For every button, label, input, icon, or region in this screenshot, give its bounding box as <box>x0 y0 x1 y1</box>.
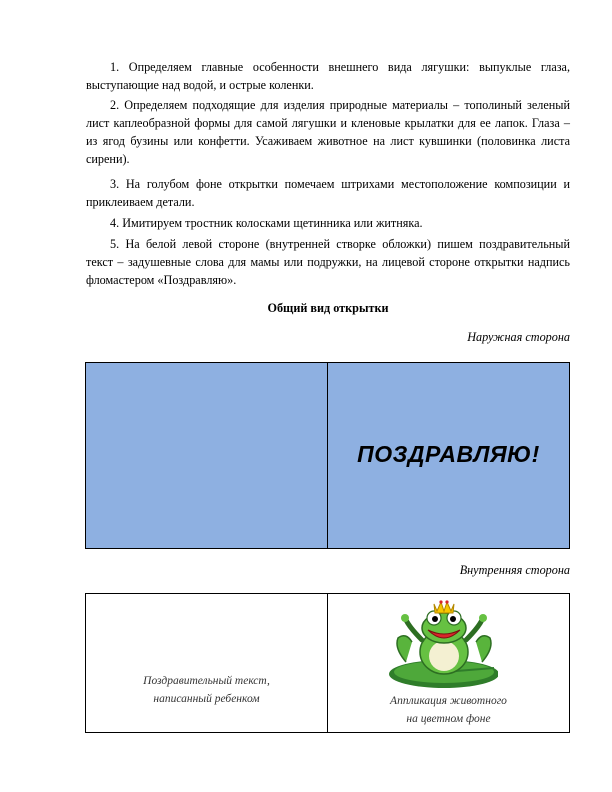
card-inner-left-panel <box>86 594 328 732</box>
right-caption-line-1: Аппликация животного <box>390 695 507 707</box>
right-caption-line-2: на цветном фоне <box>406 713 491 725</box>
card-outer-left-panel <box>86 363 328 548</box>
instruction-paragraph-1: 1. Определяем главные особенности внешнего вида лягушки: выпуклые глаза, выступающие над водой, и острые коленки. <box>86 60 570 92</box>
frog-on-lily-pad-icon <box>384 598 498 692</box>
greeting-text: ПОЗДРАВЛЯЮ! <box>357 441 540 467</box>
card-inner-side <box>85 593 570 733</box>
right-caption <box>328 692 569 728</box>
section-heading: Общий вид открытки <box>267 301 389 315</box>
left-caption-line-1: Поздравительный текст, <box>143 675 270 687</box>
instruction-paragraph-5: 5. На белой левой стороне (внутренней створке обложки) пишем поздравительный текст – задушевные слова для мамы или подружки, на лицевой стороне открытки надпись фломастером «Поздравляю». <box>86 237 570 287</box>
left-caption <box>86 672 327 708</box>
card-outer-side <box>85 362 570 549</box>
instruction-paragraph-2: 2. Определяем подходящие для изделия природные материалы – тополиный зеленый лист каплеобразной формы для самой лягушки и кленовые крылатки для ее лапок. Глаза – из ягод бузины или конфетти. Усаживаем животное на лист кувшинки (половинка листа сирени). <box>86 98 570 166</box>
inner-side-label: Внутренняя сторона <box>459 563 570 577</box>
card-outer-right-panel <box>328 363 569 548</box>
instruction-paragraph-3: 3. На голубом фоне открытки помечаем штрихами местоположение композиции и приклеиваем детали. <box>86 177 570 209</box>
left-caption-line-2: написанный ребенком <box>153 693 260 705</box>
card-inner-right-panel <box>328 594 569 732</box>
outer-side-label: Наружная сторона <box>467 330 570 344</box>
instruction-paragraph-4: 4. Имитируем тростник колосками щетинника или житняка. <box>110 216 423 230</box>
